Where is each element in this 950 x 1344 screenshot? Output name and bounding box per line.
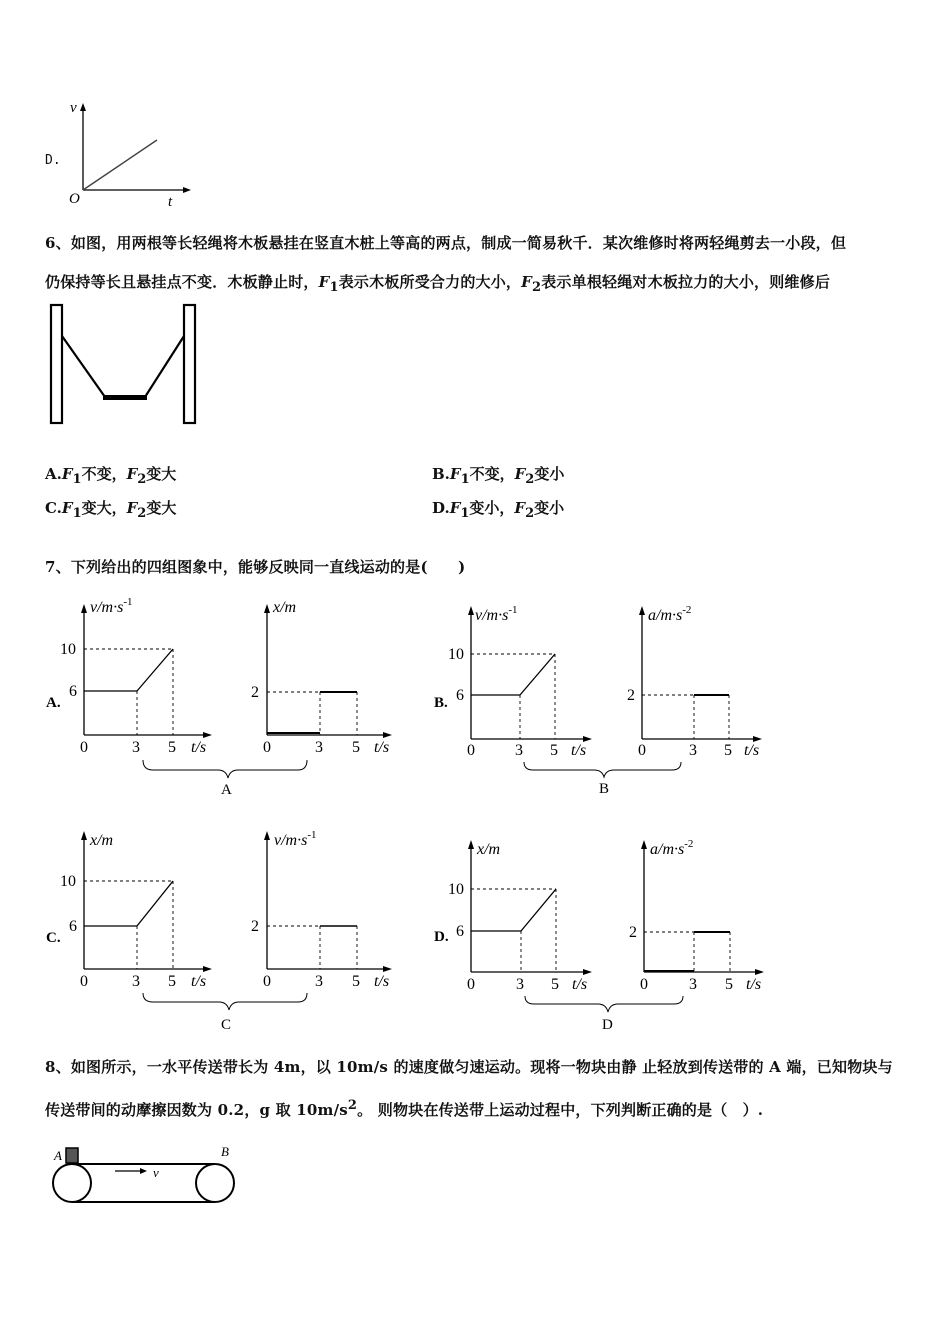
svg-text:a/m·s-2: $a/m\cdot s^{-2}$ (648, 604, 692, 624)
svg-text:A.: A. (46, 695, 61, 711)
q5-graph-y-label: v (70, 100, 77, 116)
svg-text:5: 5 (352, 973, 360, 990)
svg-text:x/m: x/m (90, 832, 114, 849)
svg-text:0: 0 (263, 739, 271, 756)
svg-text:5: 5 (724, 742, 732, 759)
q7-a-left-graph (60, 596, 212, 756)
q6-option-d[interactable]: $D.F_1$变小，$F_2$变小 (432, 499, 565, 521)
svg-text:t/s: t/s (744, 742, 760, 759)
svg-text:a/m·s-2: $a/m\cdot s^{-2}$ (650, 838, 694, 858)
svg-text:t/s: t/s (191, 739, 207, 756)
svg-text:6: 6 (456, 923, 464, 940)
q6-option-b[interactable]: $B.F_1$不变，$F_2$变小 (432, 465, 565, 487)
svg-text:3: 3 (689, 742, 697, 759)
svg-text:10: 10 (60, 641, 76, 658)
q7-c-brace (143, 993, 307, 1010)
q5-graph-x-label: t (168, 194, 173, 210)
svg-text:t/s: t/s (571, 742, 587, 759)
label-b: B (221, 1144, 229, 1159)
q6-option-a[interactable]: $A.F_1$不变，$F_2$变大 (45, 465, 177, 487)
svg-text:0: 0 (467, 976, 475, 993)
svg-text:10: 10 (448, 646, 464, 663)
svg-text:C.: C. (46, 930, 61, 946)
svg-text:t/s: t/s (374, 973, 390, 990)
q7-d-group-letter: D (602, 1017, 613, 1033)
svg-text:0: 0 (640, 976, 648, 993)
right-pulley (196, 1164, 234, 1202)
q7-c-group-letter: C (221, 1017, 232, 1033)
q6-question-line1: 6、如图，用两根等长轻绳将木板悬挂在竖直木桩上等高的两点，制成一简易秋千．某次维修时将两轻绳剪去一小段，但 (45, 234, 847, 252)
svg-text:v/m·s-1: $v/m\cdot s^{-1}$ (274, 829, 317, 849)
left-pulley (53, 1164, 91, 1202)
svg-text:6: 6 (456, 687, 464, 704)
q7-group-d (428, 832, 788, 1042)
q5-option-d-label: D. (45, 153, 61, 168)
svg-text:t/s: t/s (746, 976, 762, 993)
svg-text:0: 0 (80, 973, 88, 990)
q7-c-left-graph (60, 831, 212, 990)
q7-group-b (428, 592, 788, 807)
right-post (184, 305, 195, 423)
svg-text:0: 0 (638, 742, 646, 759)
svg-text:2: 2 (251, 684, 259, 701)
svg-text:3: 3 (132, 973, 140, 990)
q7-question: 7、下列给出的四组图象中，能够反映同一直线运动的是( ) (45, 558, 466, 576)
q7-a-brace (143, 760, 307, 778)
svg-text:2: 2 (629, 924, 637, 941)
svg-text:3: 3 (689, 976, 697, 993)
svg-text:B.: B. (434, 695, 448, 711)
svg-text:v/m·s-1: $v/m\cdot s^{-1}$ (475, 604, 518, 624)
svg-text:3: 3 (516, 976, 524, 993)
swing-board (103, 395, 147, 400)
q7-d-left-graph (448, 840, 592, 993)
q6-option-c[interactable]: $C.F_1$变大，$F_2$变大 (45, 499, 177, 521)
q7-d-brace (525, 996, 683, 1012)
left-rope (62, 336, 105, 397)
q8-question-line2: 传送带间的动摩擦因数为 0.2，g 取 $10m/s^2$。 则物块在传送带上运动过程中，下列判断正确的是（ ）. (45, 1098, 764, 1119)
q8-conveyor-diagram (45, 1140, 245, 1230)
svg-text:5: 5 (352, 739, 360, 756)
svg-text:6: 6 (69, 683, 77, 700)
svg-text:0: 0 (263, 973, 271, 990)
svg-text:6: 6 (69, 918, 77, 935)
svg-text:5: 5 (168, 739, 176, 756)
q7-b-brace (524, 762, 681, 777)
svg-text:3: 3 (132, 739, 140, 756)
svg-text:5: 5 (725, 976, 733, 993)
svg-text:5: 5 (551, 976, 559, 993)
svg-text:5: 5 (168, 973, 176, 990)
svg-text:t/s: t/s (374, 739, 390, 756)
svg-text:v/m·s-1: $v/m\cdot s^{-1}$ (90, 596, 133, 616)
svg-text:10: 10 (60, 873, 76, 890)
q7-b-left-graph (448, 604, 592, 759)
svg-text:x/m: x/m (477, 841, 501, 858)
q7-a-right-graph (251, 599, 392, 756)
q7-group-c (40, 825, 420, 1040)
q6-swing-diagram (45, 300, 205, 430)
q8-question-line1: 8、如图所示，一水平传送带长为 4m，以 10m/s 的速度做匀速运动。现将一物块由静 止轻放到传送带的 A 端，已知物块与 (45, 1058, 893, 1076)
q6-question-line2: 仍保持等长且悬挂点不变．木板静止时，$F_1$表示木板所受合力的大小，$F_2$表示单根轻绳对木板拉力的大小，则维修后 (45, 273, 831, 295)
svg-text:10: 10 (448, 881, 464, 898)
svg-text:D.: D. (434, 929, 449, 945)
velocity-label: v (153, 1165, 159, 1180)
q7-c-right-graph (251, 829, 392, 990)
svg-text:3: 3 (315, 973, 323, 990)
q7-a-group-letter: A (221, 782, 232, 798)
svg-text:0: 0 (467, 742, 475, 759)
svg-text:x/m: x/m (273, 599, 297, 616)
svg-text:0: 0 (80, 739, 88, 756)
q5-graph-origin-label: O (69, 191, 80, 207)
q7-group-a (40, 592, 420, 807)
left-post (51, 305, 62, 423)
q7-b-group-letter: B (599, 781, 610, 797)
svg-text:3: 3 (515, 742, 523, 759)
q7-d-right-graph (629, 838, 764, 993)
svg-text:2: 2 (251, 918, 259, 935)
q7-b-right-graph (627, 604, 762, 759)
svg-text:t/s: t/s (572, 976, 588, 993)
block (66, 1148, 78, 1163)
svg-text:t/s: t/s (191, 973, 207, 990)
q5-option-d-vt-graph (60, 95, 200, 210)
svg-text:2: 2 (627, 687, 635, 704)
svg-text:5: 5 (550, 742, 558, 759)
label-a: A (54, 1148, 62, 1163)
svg-text:3: 3 (315, 739, 323, 756)
right-rope (145, 336, 184, 397)
